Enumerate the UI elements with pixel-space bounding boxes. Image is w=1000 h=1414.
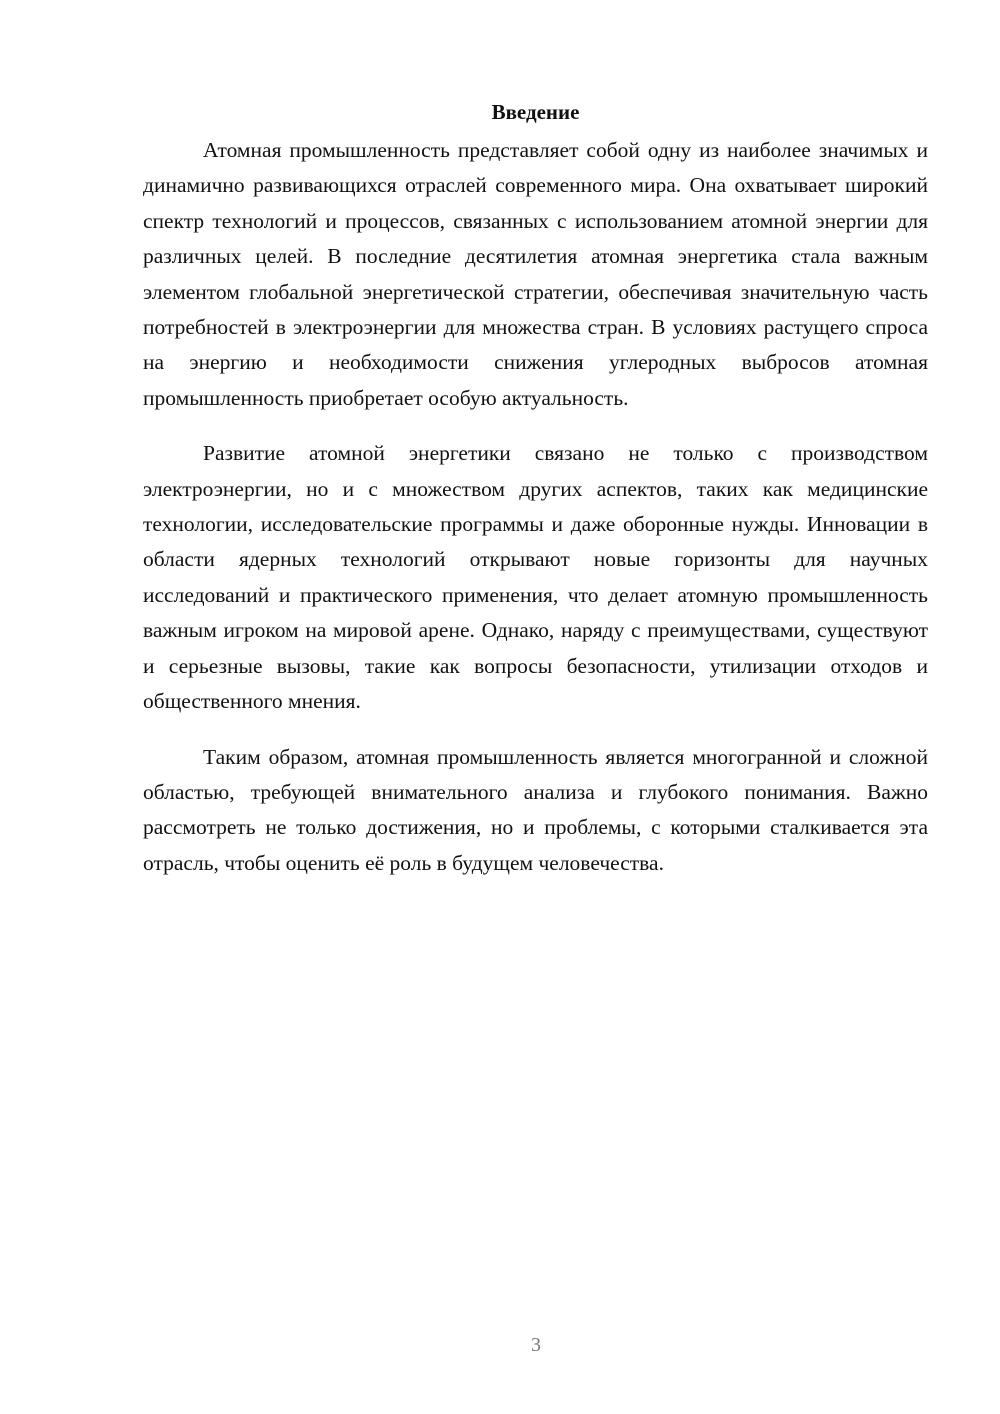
page-content xyxy=(143,98,928,901)
section-title: Введение xyxy=(491,100,580,124)
page-number: 3 xyxy=(531,1334,541,1356)
paragraph-2: Развитие атомной энергетики связано не только с производством электроэнергии, но и с множеством других аспектов, таких как медицинские технологии, исследовательские программы и даже оборонные нужды. Инновации в области ядерных технологий открывают новые горизонты для научных исследований и практического применения, что делает атомную промышленность важным игроком на мировой арене. Однако, наряду с преимуществами, существуют и серьезные вызовы, такие как вопросы безопасности, утилизации отходов и общественного мнения. xyxy=(143,441,928,714)
paragraph-3: Таким образом, атомная промышленность является многогранной и сложной областью, требующей внимательного анализа и глубокого понимания. Важно рассмотреть не только достижения, но и проблемы, с которыми сталкивается эта отрасль, чтобы оценить её роль в будущем человечества. xyxy=(143,744,928,875)
paragraph-1: Атомная промышленность представляет собой одну из наиболее значимых и динамично развивающихся отраслей современного мира. Она охватывает широкий спектр технологий и процессов, связанных с использованием атомной энергии для различных целей. В последние десятилетия атомная энергетика стала важным элементом глобальной энергетической стратегии, обеспечивая значительную часть потребностей в электроэнергии для множества стран. В условиях растущего спроса на энергию и необходимости снижения углеродных выбросов атомная промышленность приобретает особую актуальность. xyxy=(143,138,928,410)
